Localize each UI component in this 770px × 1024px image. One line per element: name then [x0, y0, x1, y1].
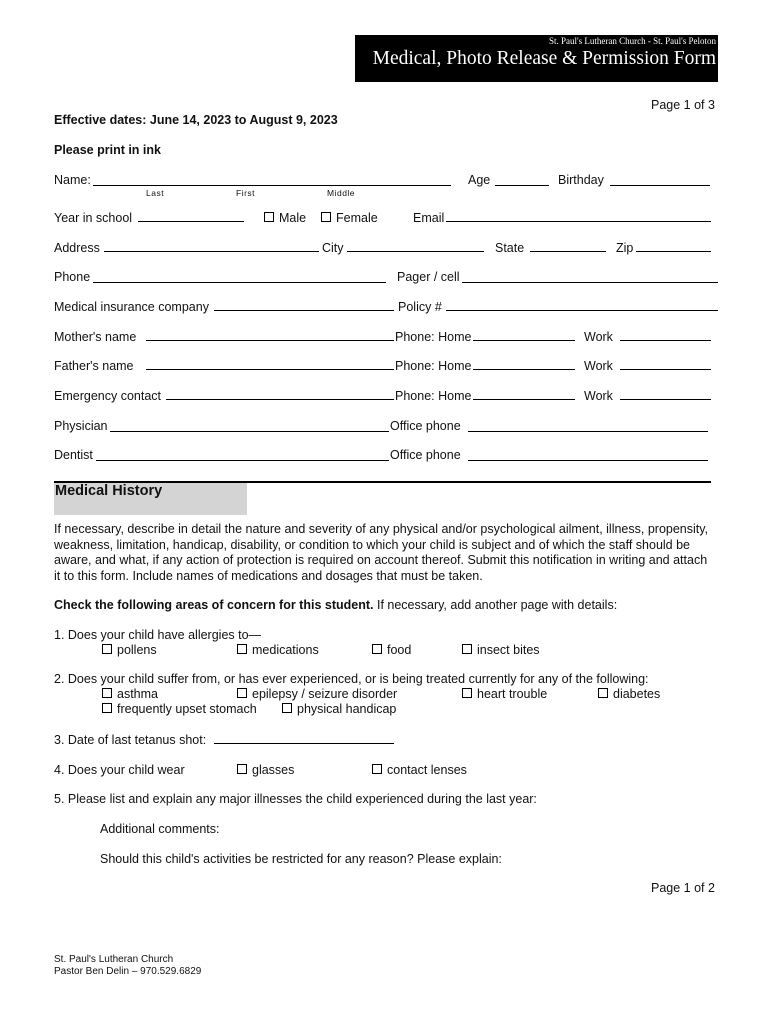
option-heart-trouble[interactable]: heart trouble	[462, 687, 547, 701]
email-field[interactable]	[446, 221, 711, 222]
insurance-label: Medical insurance company	[54, 300, 209, 314]
option-insect-bites[interactable]: insect bites	[462, 643, 540, 657]
tetanus-date-field[interactable]	[214, 743, 394, 744]
checkbox-icon[interactable]	[237, 644, 247, 654]
first-label: First	[236, 188, 256, 198]
mother-work-label: Work	[584, 330, 613, 344]
zip-field[interactable]	[636, 251, 711, 252]
state-field[interactable]	[530, 251, 606, 252]
effective-dates: Effective dates: June 14, 2023 to August 9, 2023	[54, 113, 338, 127]
pager-cell-label: Pager / cell	[397, 270, 460, 284]
insurance-field[interactable]	[214, 310, 394, 311]
physician-field[interactable]	[110, 431, 389, 432]
page-number-top: Page 1 of 3	[651, 98, 715, 112]
footer-church: St. Paul's Lutheran Church	[54, 954, 174, 965]
checkbox-icon[interactable]	[372, 644, 382, 654]
checkbox-icon[interactable]	[598, 688, 608, 698]
female-option[interactable]: Female	[321, 211, 378, 225]
phone-label: Phone	[54, 270, 91, 284]
checkbox-icon[interactable]	[462, 688, 472, 698]
mother-work-field[interactable]	[620, 340, 711, 341]
question-4: 4. Does your child wear	[54, 763, 185, 777]
dentist-field[interactable]	[96, 460, 389, 461]
mother-phone-home-label: Phone: Home	[395, 330, 472, 344]
policy-field[interactable]	[446, 310, 718, 311]
name-field[interactable]	[93, 185, 451, 186]
email-label: Email	[413, 211, 445, 225]
year-in-school-field[interactable]	[138, 221, 244, 222]
medical-history-heading: Medical History	[55, 483, 163, 499]
birthday-field[interactable]	[610, 185, 710, 186]
question-2: 2. Does your child suffer from, or has ever experienced, or is being treated currently for any of the following:	[54, 672, 649, 686]
checkbox-icon[interactable]	[102, 703, 112, 713]
restriction-question: Should this child's activities be restricted for any reason? Please explain:	[100, 852, 502, 866]
form-header-banner	[355, 35, 718, 82]
address-label: Address	[54, 241, 100, 255]
checkbox-icon[interactable]	[102, 688, 112, 698]
option-diabetes[interactable]: diabetes	[598, 687, 660, 701]
option-upset-stomach[interactable]: frequently upset stomach	[102, 702, 257, 716]
year-in-school-label: Year in school	[54, 211, 133, 225]
age-label: Age	[468, 173, 491, 187]
question-5: 5. Please list and explain any major illnesses the child experienced during the last year:	[54, 792, 537, 806]
page-number-bottom: Page 1 of 2	[651, 881, 715, 895]
zip-label: Zip	[616, 241, 634, 255]
checkbox-icon[interactable]	[237, 688, 247, 698]
option-food[interactable]: food	[372, 643, 411, 657]
phone-field[interactable]	[93, 282, 386, 283]
name-label: Name:	[54, 173, 91, 187]
birthday-label: Birthday	[558, 173, 604, 187]
checkbox-icon[interactable]	[102, 644, 112, 654]
fathers-name-label: Father's name	[54, 359, 134, 373]
form-title: Medical, Photo Release & Permission Form	[372, 48, 716, 69]
checkbox-icon[interactable]	[321, 212, 331, 222]
emergency-contact-field[interactable]	[166, 399, 394, 400]
checkbox-icon[interactable]	[462, 644, 472, 654]
check-instruction: Check the following areas of concern for this student. If necessary, add another page with details:	[54, 598, 618, 612]
print-instruction: Please print in ink	[54, 143, 161, 157]
physician-office-phone-label: Office phone	[390, 419, 461, 433]
dentist-office-phone-field[interactable]	[468, 460, 708, 461]
fathers-name-field[interactable]	[146, 369, 394, 370]
city-field[interactable]	[347, 251, 484, 252]
question-1: 1. Does your child have allergies to—	[54, 628, 262, 642]
father-work-label: Work	[584, 359, 613, 373]
emergency-work-field[interactable]	[620, 399, 711, 400]
option-glasses[interactable]: glasses	[237, 763, 294, 777]
pager-cell-field[interactable]	[462, 282, 718, 283]
mothers-name-field[interactable]	[146, 340, 394, 341]
mother-phone-home-field[interactable]	[473, 340, 575, 341]
address-field[interactable]	[104, 251, 319, 252]
checkbox-icon[interactable]	[282, 703, 292, 713]
dentist-label: Dentist	[54, 448, 93, 462]
medical-history-instructions: If necessary, describe in detail the nature and severity of any physical and/or psychological ailment, illness, propensity, weakness, limitation, handicap, disability, or condition to which your child is subject and of which the staff should be aware, and what, if any action of protection is required on account thereof. Submit this notification in writing and attach it to this form. Include names of medications and dosages that must be taken.	[54, 522, 709, 583]
male-option[interactable]: Male	[264, 211, 306, 225]
dentist-office-phone-label: Office phone	[390, 448, 461, 462]
question-3: 3. Date of last tetanus shot:	[54, 733, 207, 747]
option-physical-handicap[interactable]: physical handicap	[282, 702, 396, 716]
checkbox-icon[interactable]	[264, 212, 274, 222]
option-pollens[interactable]: pollens	[102, 643, 157, 657]
option-asthma[interactable]: asthma	[102, 687, 158, 701]
option-medications[interactable]: medications	[237, 643, 319, 657]
emergency-phone-home-field[interactable]	[473, 399, 575, 400]
physician-label: Physician	[54, 419, 108, 433]
church-subtitle: St. Paul's Lutheran Church - St. Paul's Peloton	[549, 36, 716, 46]
father-phone-home-field[interactable]	[473, 369, 575, 370]
physician-office-phone-field[interactable]	[468, 431, 708, 432]
father-phone-home-label: Phone: Home	[395, 359, 472, 373]
additional-comments-label: Additional comments:	[100, 822, 220, 836]
emergency-contact-label: Emergency contact	[54, 389, 161, 403]
checkbox-icon[interactable]	[237, 764, 247, 774]
last-label: Last	[146, 188, 165, 198]
state-label: State	[495, 241, 525, 255]
city-label: City	[322, 241, 344, 255]
emergency-phone-home-label: Phone: Home	[395, 389, 472, 403]
emergency-work-label: Work	[584, 389, 613, 403]
mothers-name-label: Mother's name	[54, 330, 137, 344]
middle-label: Middle	[327, 188, 356, 198]
age-field[interactable]	[495, 185, 549, 186]
policy-label: Policy #	[398, 300, 442, 314]
father-work-field[interactable]	[620, 369, 711, 370]
checkbox-icon[interactable]	[372, 764, 382, 774]
option-contact-lenses[interactable]: contact lenses	[372, 763, 467, 777]
option-epilepsy[interactable]: epilepsy / seizure disorder	[237, 687, 397, 701]
footer-pastor: Pastor Ben Delin – 970.529.6829	[54, 966, 202, 977]
